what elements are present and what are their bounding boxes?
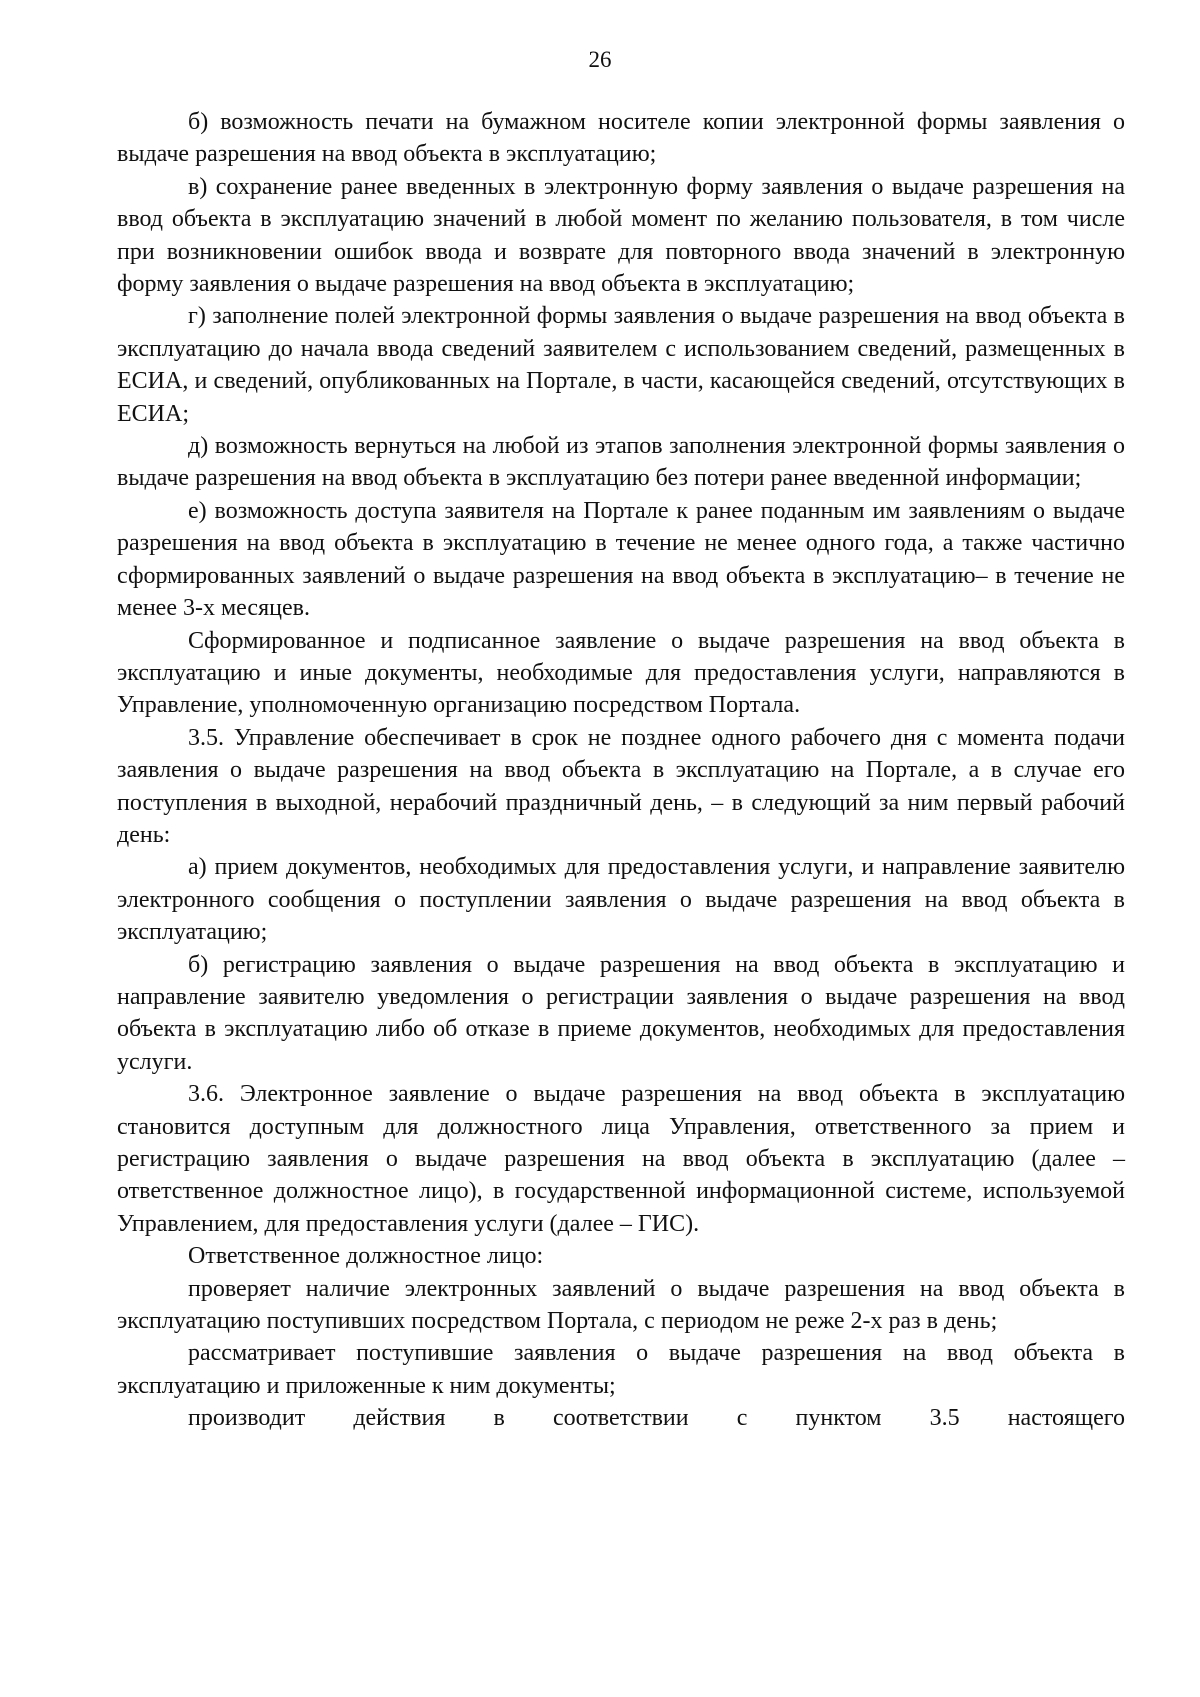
paragraph-item-g-fill: г) заполнение полей электронной формы заявления о выдаче разрешения на ввод объекта в эксплуатацию до начала ввода сведений заявителем с использованием сведений, размещенных в ЕСИА, и сведений, опубликованных на Портале, в части, касающейся сведений, отсутствующих в ЕСИА; <box>117 303 1125 427</box>
paragraph-section-3-5: 3.5. Управление обеспечивает в срок не позднее одного рабочего дня с момента подачи заявления о выдаче разрешения на ввод объекта в эксплуатацию на Портале, а в случае его поступления в выходной, нерабочий праздничный день, – в следующий за ним первый рабочий день: <box>117 724 1125 848</box>
paragraph-item-d-return: д) возможность вернуться на любой из этапов заполнения электронной формы заявления о выдаче разрешения на ввод объекта в эксплуатацию без потери ранее введенной информации; <box>117 433 1125 492</box>
paragraph-checks: проверяет наличие электронных заявлений о выдаче разрешения на ввод объекта в эксплуатацию поступивших посредством Портала, с периодом не реже 2-х раз в день; <box>117 1275 1125 1335</box>
paragraph-section-3-6: 3.6. Электронное заявление о выдаче разрешения на ввод объекта в эксплуатацию становится доступным для должностного лица Управления, ответственного за прием и регистрацию заявления о выдаче разрешения на ввод объекта в эксплуатацию (далее – ответственное должностное лицо), в государственной информационной системе, используемой Управлением, для предоставления услуги (далее – ГИС). <box>117 1081 1125 1237</box>
paragraph-3-5-item-a: а) прием документов, необходимых для предоставления услуги, и направление заявителю электронного сообщения о поступлении заявления о выдаче разрешения на ввод объекта в эксплуатацию; <box>117 854 1125 946</box>
paragraph-submission: Сформированное и подписанное заявление о выдаче разрешения на ввод объекта в эксплуатацию и иные документы, необходимые для предоставления услуги, направляются в Управление, уполномоченную организацию посредством Портала. <box>117 627 1125 719</box>
paragraph-reviews: рассматривает поступившие заявления о выдаче разрешения на ввод объекта в эксплуатацию и приложенные к ним документы; <box>117 1340 1125 1399</box>
paragraph-responsible-official: Ответственное должностное лицо: <box>188 1243 544 1270</box>
paragraph-item-b-print: б) возможность печати на бумажном носителе копии электронной формы заявления о выдаче разрешения на ввод объекта в эксплуатацию; <box>117 109 1125 168</box>
paragraph-item-e-access: е) возможность доступа заявителя на Портале к ранее поданным им заявлениям о выдаче разрешения на ввод объекта в эксплуатацию в течение не менее одного года, а также частично сформированных заявлений о выдаче разрешения на ввод объекта в эксплуатацию– в течение не менее 3-х месяцев. <box>117 497 1125 622</box>
document-body <box>117 106 1125 1435</box>
page-number: 26 <box>588 47 612 72</box>
paragraph-3-5-item-b: б) регистрацию заявления о выдаче разрешения на ввод объекта в эксплуатацию и направление заявителю уведомления о регистрации заявления о выдаче разрешения на ввод объекта в эксплуатацию либо об отказе в приеме документов, необходимых для предоставления услуги. <box>117 951 1125 1075</box>
paragraph-item-v-save: в) сохранение ранее введенных в электронную форму заявления о выдаче разрешения на ввод объекта в эксплуатацию значений в любой момент по желанию пользователя, в том числе при возникновении ошибок ввода и возврате для повторного ввода значений в электронную форму заявления о выдаче разрешения на ввод объекта в эксплуатацию; <box>117 173 1125 298</box>
paragraph-performs: производит действия в соответствии с пунктом 3.5 настоящего <box>188 1405 1125 1432</box>
